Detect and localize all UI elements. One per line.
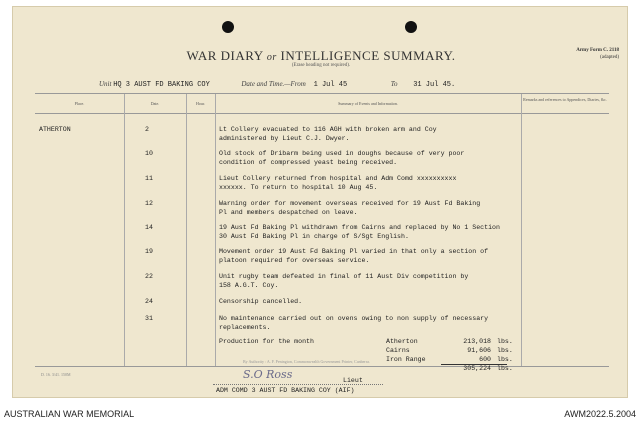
entry-date: 22 bbox=[145, 273, 153, 280]
production-unit: lbs. bbox=[497, 338, 513, 345]
entry-date: 2 bbox=[145, 126, 149, 133]
col-remarks: Remarks and references to Appendices, Diaries, &c. bbox=[523, 97, 607, 102]
entry-text: Movement order 19 Aust Fd Baking Pl varied in that only a section of platoon required for overseas service. bbox=[219, 248, 489, 264]
production-total: 305,224 bbox=[463, 365, 491, 372]
entry-date: 12 bbox=[145, 200, 153, 207]
production-qty: 213,018 bbox=[463, 338, 491, 345]
col-date: Date. bbox=[150, 101, 160, 106]
entry-text: Old stock of Dribarm being used in doughs because of very poor condition of compressed yeast being received. bbox=[219, 150, 465, 166]
punch-hole bbox=[405, 21, 417, 33]
signature-rank: Lieut bbox=[343, 377, 363, 384]
from-date: 1 Jul 45 bbox=[313, 81, 348, 89]
production-qty: 91,606 bbox=[467, 347, 491, 354]
caption-left: AUSTRALIAN WAR MEMORIAL bbox=[4, 409, 135, 419]
entry-text: Lieut Collery returned from hospital and Adm Comd xxxxxxxxxx xxxxxx. To return to hospital 10 Aug 45. bbox=[219, 175, 457, 191]
page-title: WAR DIARY or INTELLIGENCE SUMMARY. bbox=[186, 48, 456, 63]
diary-table bbox=[35, 93, 609, 367]
signature-rule bbox=[213, 384, 383, 385]
entry-text: Censorship cancelled. bbox=[219, 298, 303, 305]
to-date: 31 Jul 45. bbox=[413, 81, 456, 89]
production-unit: lbs. bbox=[497, 356, 513, 363]
entry-date: 31 bbox=[145, 315, 153, 322]
form-code: D. 16. 3/41. 150M bbox=[41, 372, 71, 377]
col-hour: Hour. bbox=[196, 101, 205, 106]
entry-text: Unit rugby team defeated in final of 11 Aust Div competition by 158 A.G.T. Coy. bbox=[219, 273, 469, 289]
entry-text: Warning order for movement overseas received for 19 Aust Fd Baking Pl and members despatched on leave. bbox=[219, 200, 481, 216]
entry-text: 19 Aust Fd Baking Pl withdrawn from Cairns and replaced by No 1 Section 30 Aust Fd Baking Pl in charge of S/Sgt English. bbox=[219, 224, 500, 240]
production-place: Iron Range bbox=[386, 356, 426, 363]
production-label: Production for the month bbox=[219, 338, 314, 345]
production-total-unit: lbs. bbox=[497, 365, 513, 372]
production-qty: 600 bbox=[479, 356, 491, 363]
caption-right: AWM2022.5.2004 bbox=[564, 409, 636, 419]
unit-line: Unit HQ 3 AUST FD BAKING COY Date and Time.—From 1 Jul 45 To 31 Jul 45. bbox=[99, 80, 456, 89]
signature-line: ADM COMD 3 AUST FD BAKING COY (AIF) bbox=[216, 387, 355, 394]
production-place: Atherton bbox=[386, 338, 418, 345]
col-place: Place. bbox=[74, 101, 85, 106]
entry-date: 24 bbox=[145, 298, 153, 305]
production-unit: lbs. bbox=[497, 347, 513, 354]
entry-text: Lt Collery evacuated to 116 AGH with broken arm and Coy administered by Lieut C.J. Dwyer. bbox=[219, 126, 437, 142]
punch-hole bbox=[222, 21, 234, 33]
entry-date: 10 bbox=[145, 150, 153, 157]
unit-value: HQ 3 AUST FD BAKING COY bbox=[113, 81, 210, 89]
col-summary: Summary of Events and Information. bbox=[338, 101, 398, 106]
entry-date: 14 bbox=[145, 224, 153, 231]
production-place: Cairns bbox=[386, 347, 410, 354]
form-number: Army Form C. 2118 (adapted) bbox=[576, 48, 619, 60]
diary-page bbox=[12, 6, 628, 398]
entry-text: No maintenance carried out on ovens owing to non supply of necessary replacements. bbox=[219, 315, 489, 331]
entry-date: 11 bbox=[145, 175, 153, 182]
entry-date: 19 bbox=[145, 248, 153, 255]
subtitle: (Erase heading not required). bbox=[291, 63, 351, 68]
place-atherton: ATHERTON bbox=[39, 126, 71, 133]
printer-note: By Authority : A. F. Penington, Commonwealth Government Printer, Canberra. bbox=[243, 359, 370, 364]
signature: S.O Ross bbox=[243, 368, 293, 381]
